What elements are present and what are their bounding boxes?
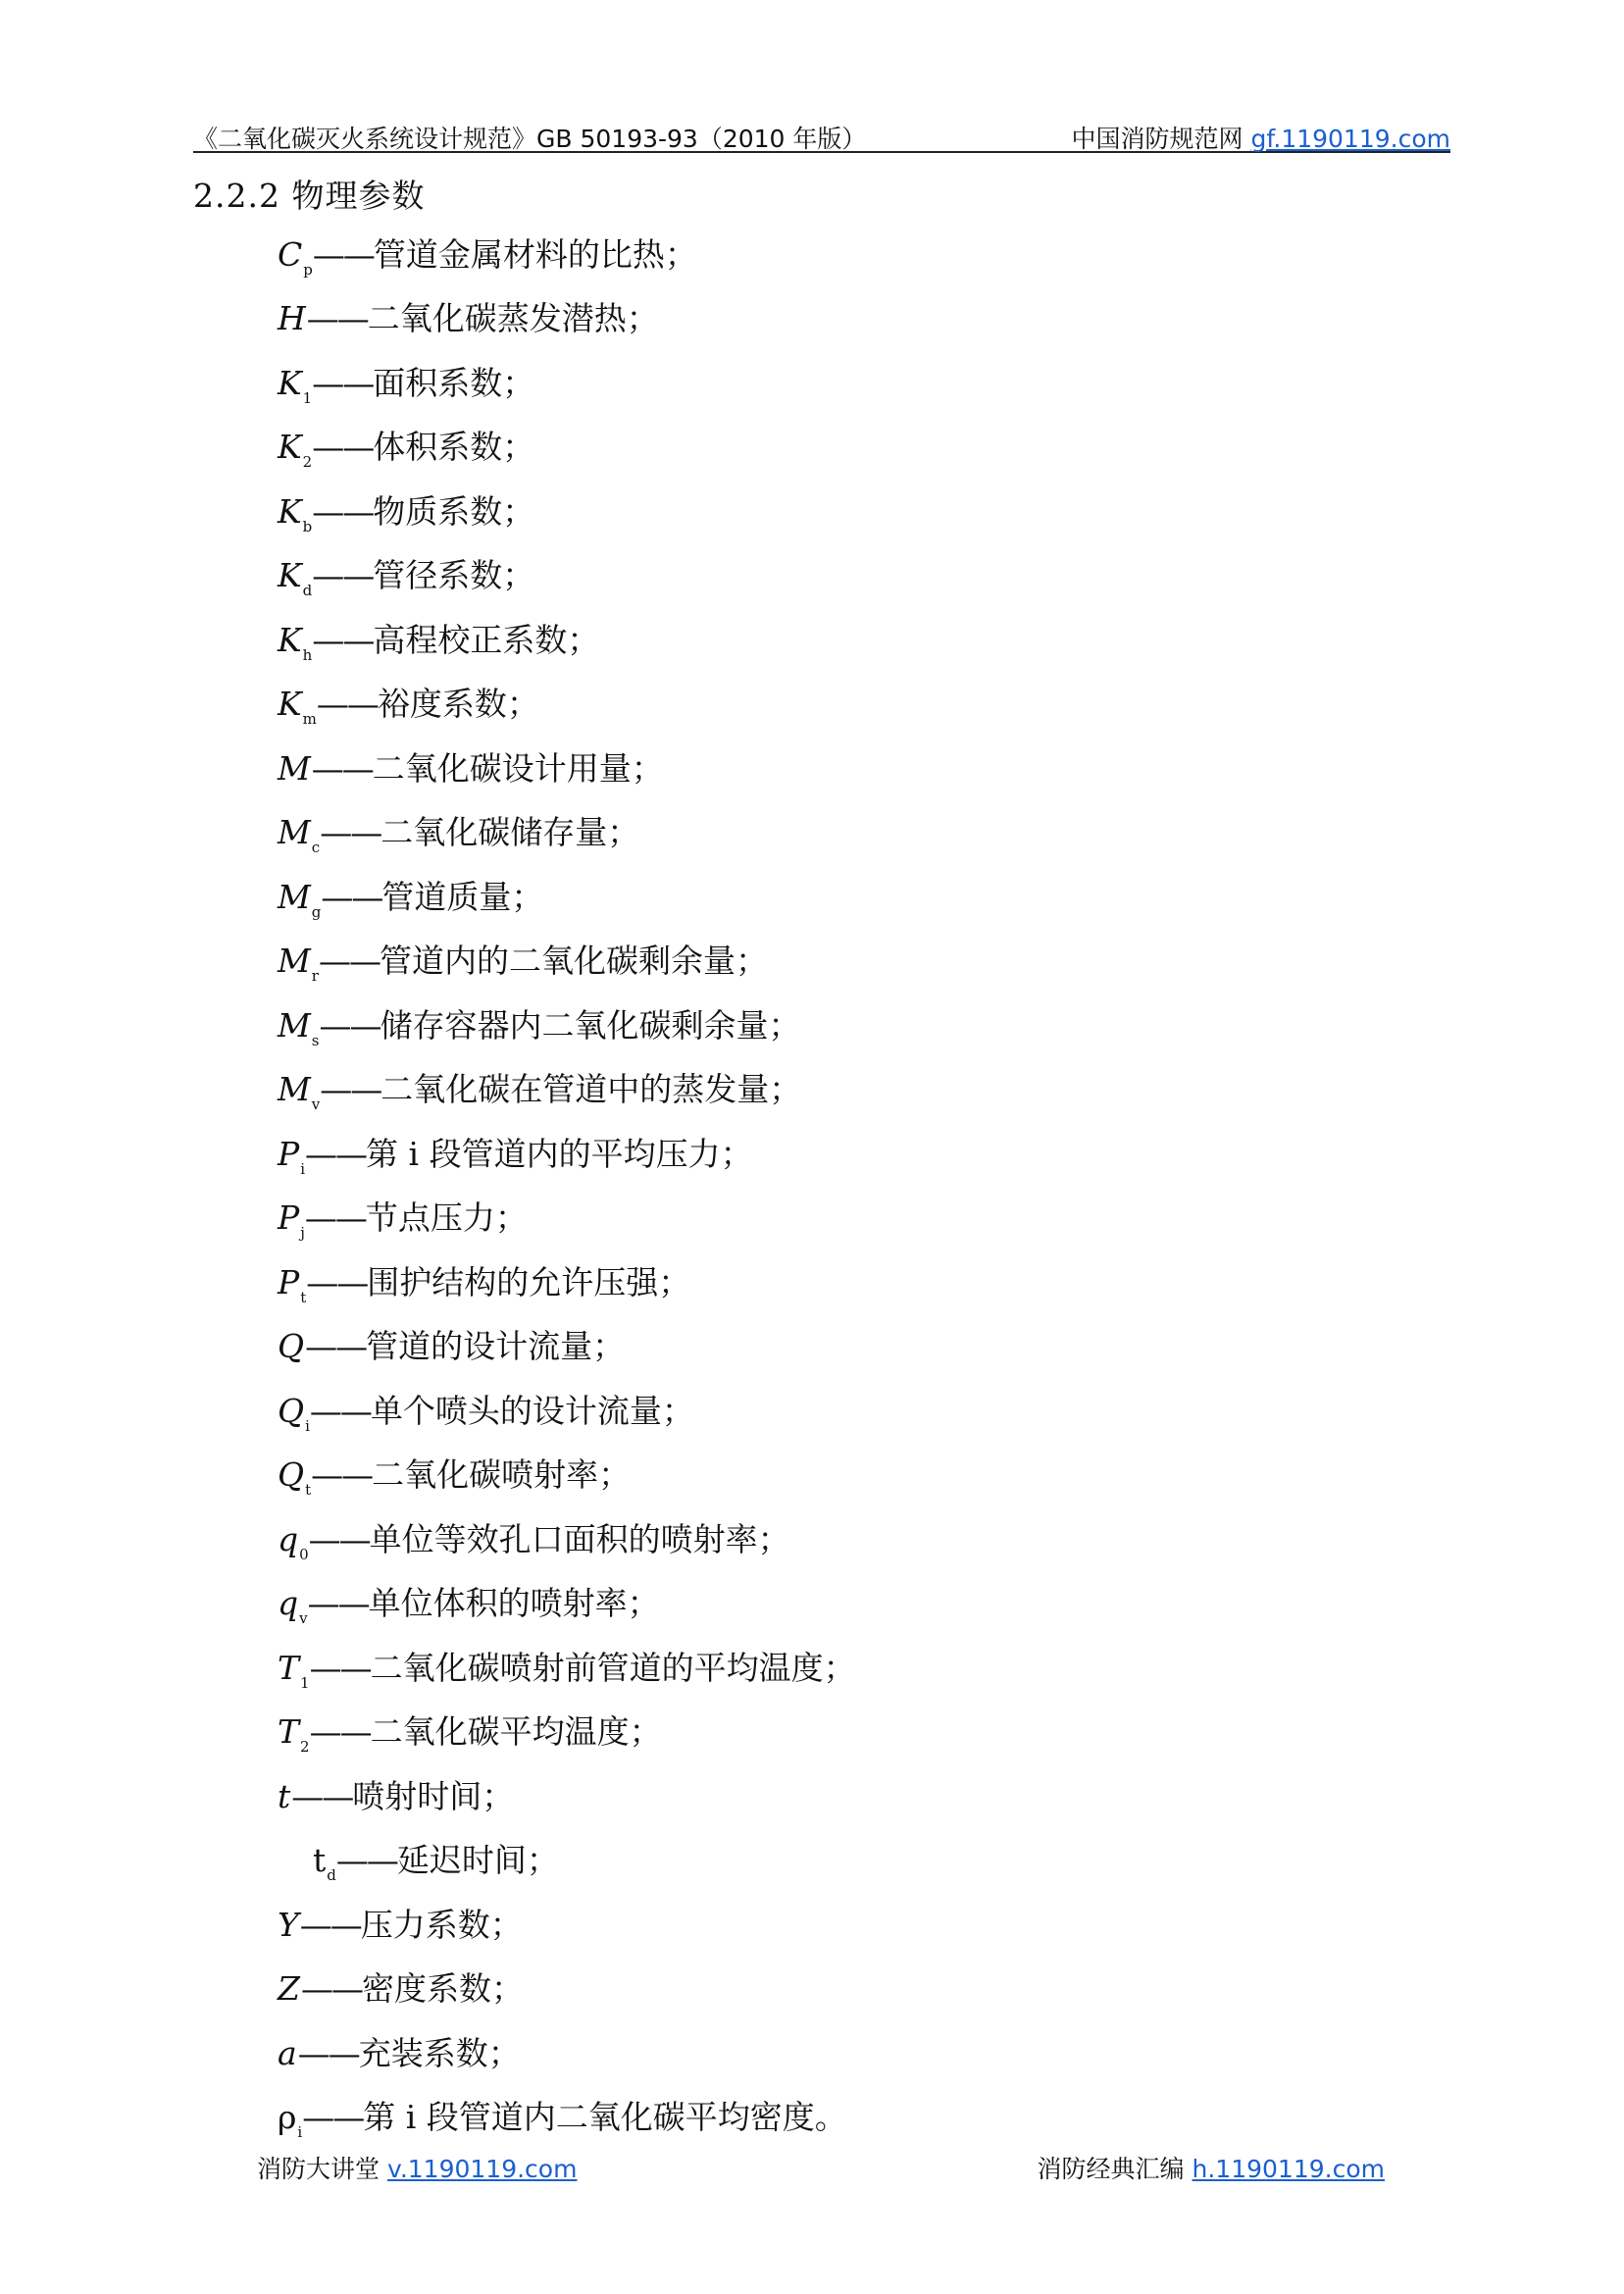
term-symbol: T — [278, 1712, 300, 1751]
term-symbol: a — [278, 2034, 297, 2072]
term-subscript: g — [311, 903, 322, 921]
term-subscript: r — [311, 967, 319, 985]
term-dash: —— — [312, 235, 374, 274]
term-symbol: M — [278, 1070, 311, 1108]
term-dash: —— — [320, 1070, 381, 1108]
term-dash: —— — [320, 813, 381, 851]
term-subscript: v — [311, 1096, 321, 1113]
term-text: 二氧化碳储存量； — [381, 813, 640, 851]
term-item — [278, 1198, 528, 1244]
term-item — [278, 299, 659, 344]
term-dash: —— — [312, 621, 374, 659]
term-subscript: b — [302, 518, 313, 535]
term-subscript: c — [311, 839, 321, 856]
term-dash: —— — [302, 2098, 364, 2136]
term-symbol: Q — [278, 1455, 305, 1494]
page-header — [193, 116, 1450, 153]
term-subscript: j — [300, 1224, 305, 1242]
term-item — [278, 1263, 690, 1308]
term-item — [278, 1135, 753, 1180]
term-item — [278, 235, 697, 280]
term-subscript: m — [302, 710, 317, 728]
term-dash: —— — [299, 1906, 361, 1944]
term-symbol: K — [278, 492, 302, 531]
footer-right-link[interactable]: h.1190119.com — [1192, 2155, 1385, 2183]
term-item — [278, 621, 599, 666]
term-symbol: Q — [278, 1392, 305, 1430]
term-text: 二氧化碳平均温度； — [370, 1712, 662, 1751]
footer-right-label: 消防经典汇编 — [1037, 2155, 1185, 2183]
term-symbol: Y — [278, 1906, 299, 1944]
footer-left-label: 消防大讲堂 — [257, 2155, 381, 2183]
term-item — [313, 1841, 559, 1886]
term-symbol: M — [278, 878, 311, 916]
term-item — [278, 1327, 625, 1372]
term-item — [278, 364, 534, 409]
term-symbol: q — [278, 1584, 299, 1622]
term-subscript: 0 — [299, 1546, 309, 1563]
term-item — [278, 1455, 631, 1501]
term-text: 物质系数； — [373, 492, 535, 531]
term-subscript: 2 — [300, 1738, 310, 1756]
term-item — [278, 942, 768, 987]
term-item — [278, 1070, 801, 1115]
term-symbol: C — [278, 235, 303, 274]
footer-left — [257, 2150, 577, 2185]
term-item — [278, 813, 639, 858]
term-symbol: H — [278, 299, 306, 337]
term-subscript: p — [303, 261, 313, 279]
term-text: 第 i 段管道内二氧化碳平均密度。 — [363, 2098, 847, 2136]
term-text: 第 i 段管道内的平均压力； — [366, 1135, 753, 1173]
term-dash: —— — [311, 749, 373, 788]
term-dash: —— — [305, 1327, 367, 1365]
term-item — [278, 685, 539, 730]
term-item — [278, 1906, 523, 1951]
term-symbol: M — [278, 749, 311, 788]
term-dash: —— — [308, 1520, 370, 1558]
term-dash: —— — [300, 1969, 362, 2008]
term-symbol: P — [278, 1135, 300, 1173]
term-symbol: M — [278, 813, 311, 851]
term-text: 单位体积的喷射率； — [368, 1584, 660, 1622]
term-subscript: s — [311, 1032, 320, 1049]
term-symbol: T — [278, 1649, 300, 1687]
term-dash: —— — [316, 685, 378, 723]
term-text: 管道的设计流量； — [366, 1327, 626, 1365]
term-symbol: K — [278, 621, 302, 659]
term-text: 围护结构的允许压强； — [367, 1263, 691, 1301]
term-dash: —— — [309, 1712, 371, 1751]
term-symbol: P — [278, 1198, 300, 1237]
term-subscript: 1 — [300, 1674, 310, 1692]
term-subscript: d — [327, 1866, 336, 1884]
term-symbol: K — [278, 364, 302, 402]
term-item — [278, 1584, 660, 1629]
term-item — [278, 556, 534, 601]
term-item — [278, 2098, 847, 2143]
term-dash: —— — [306, 299, 368, 337]
term-dash: —— — [297, 2034, 359, 2072]
term-symbol: K — [278, 556, 302, 594]
term-dash: —— — [318, 942, 380, 980]
term-text: 裕度系数； — [377, 685, 539, 723]
term-dash: —— — [312, 556, 374, 594]
term-subscript: t — [305, 1481, 312, 1499]
term-dash: —— — [305, 1135, 367, 1173]
term-item — [278, 1712, 662, 1758]
section-title: 2.2.2 物理参数 — [193, 177, 426, 215]
term-text: 喷射时间； — [352, 1777, 515, 1815]
term-text: 延迟时间； — [396, 1841, 559, 1879]
term-subscript: 1 — [302, 389, 313, 407]
term-item — [278, 1969, 524, 2014]
term-text: 管径系数； — [373, 556, 535, 594]
term-text: 储存容器内二氧化碳剩余量； — [380, 1006, 801, 1045]
term-text: 高程校正系数； — [373, 621, 600, 659]
term-symbol: K — [278, 685, 302, 723]
term-text: 面积系数； — [373, 364, 535, 402]
term-dash: —— — [312, 428, 374, 466]
term-item — [278, 2034, 521, 2079]
term-text: 压力系数； — [360, 1906, 523, 1944]
term-subscript: v — [299, 1609, 308, 1627]
term-dash: —— — [291, 1777, 353, 1815]
header-site — [1072, 120, 1450, 155]
term-dash: —— — [312, 364, 374, 402]
term-symbol: M — [278, 1006, 311, 1045]
term-dash: —— — [306, 1263, 368, 1301]
term-text: 单位等效孔口面积的喷射率； — [369, 1520, 790, 1558]
term-dash: —— — [307, 1584, 369, 1622]
term-item — [278, 878, 543, 923]
term-subscript: h — [302, 646, 313, 664]
term-dash: —— — [335, 1841, 397, 1879]
term-subscript: 2 — [302, 453, 313, 471]
term-text: 管道金属材料的比热； — [373, 235, 697, 274]
term-item — [278, 492, 534, 537]
footer-right — [1038, 2150, 1385, 2185]
term-symbol: t — [278, 1777, 291, 1815]
term-dash: —— — [309, 1392, 371, 1430]
term-text: 充装系数； — [358, 2034, 521, 2072]
term-text: 二氧化碳喷射率； — [372, 1455, 632, 1494]
term-subscript: i — [305, 1417, 310, 1435]
term-text: 密度系数； — [361, 1969, 524, 2008]
term-item — [278, 749, 664, 794]
term-symbol: Z — [278, 1969, 300, 2008]
term-dash: —— — [311, 1455, 373, 1494]
term-item — [278, 1649, 856, 1694]
term-symbol: q — [278, 1520, 299, 1558]
term-item — [278, 1520, 790, 1565]
term-subscript: d — [302, 582, 313, 599]
term-text: 二氧化碳蒸发潜热； — [367, 299, 659, 337]
term-item — [278, 1392, 694, 1437]
term-dash: —— — [309, 1649, 371, 1687]
term-subscript: i — [300, 1160, 306, 1178]
document-title: 《二氧化碳灭火系统设计规范》GB 50193-93（2010 年版） — [193, 125, 867, 153]
term-symbol: ρ — [278, 2098, 297, 2136]
term-text: 管道质量； — [381, 878, 544, 916]
term-text: 管道内的二氧化碳剩余量； — [379, 942, 768, 980]
term-item — [278, 1006, 801, 1051]
term-symbol: t — [313, 1841, 327, 1879]
term-subscript: i — [297, 2123, 303, 2141]
term-symbol: M — [278, 942, 311, 980]
term-item — [278, 1777, 514, 1822]
term-symbol: K — [278, 428, 302, 466]
site-link[interactable]: gf.1190119.com — [1250, 125, 1450, 153]
term-subscript: t — [300, 1289, 307, 1306]
term-dash: —— — [304, 1198, 366, 1237]
term-text: 二氧化碳设计用量； — [372, 749, 664, 788]
term-text: 单个喷头的设计流量； — [370, 1392, 694, 1430]
term-dash: —— — [321, 878, 382, 916]
term-text: 体积系数； — [373, 428, 535, 466]
term-symbol: Q — [278, 1327, 305, 1365]
footer-left-link[interactable]: v.1190119.com — [386, 2155, 578, 2183]
term-symbol: P — [278, 1263, 300, 1301]
term-text: 二氧化碳在管道中的蒸发量； — [381, 1070, 802, 1108]
site-name: 中国消防规范网 — [1071, 125, 1243, 153]
term-dash: —— — [312, 492, 374, 531]
term-text: 节点压力； — [365, 1198, 528, 1237]
term-dash: —— — [319, 1006, 381, 1045]
term-item — [278, 428, 534, 473]
term-text: 二氧化碳喷射前管道的平均温度； — [370, 1649, 856, 1687]
